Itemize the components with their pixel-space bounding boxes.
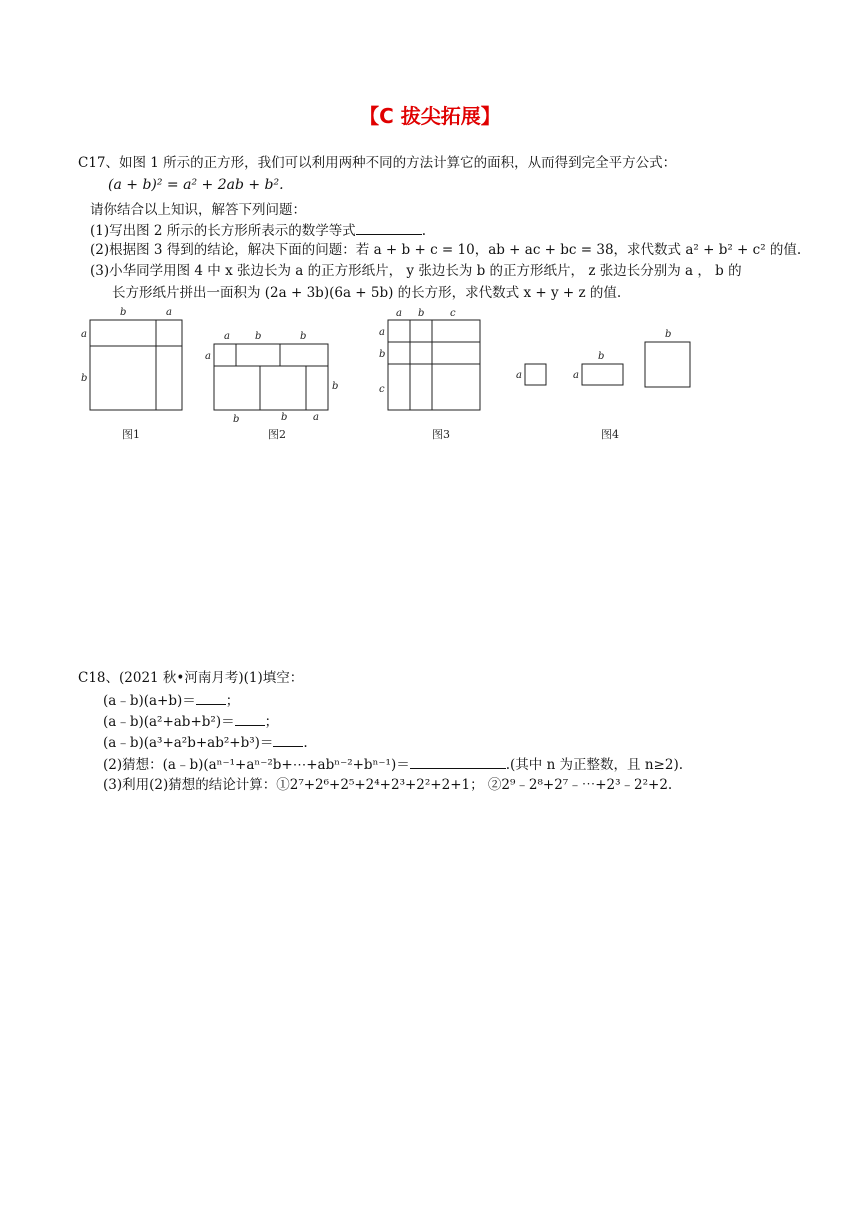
- answer-blank[interactable]: [273, 732, 303, 747]
- fig2-label-b-top2: b: [300, 331, 307, 342]
- fig1-square: [90, 320, 182, 410]
- c18-intro: C18、(2021 秋•河南月考)(1)填空：: [78, 670, 304, 686]
- c18-line1-text: (a﹣b)(a+b)＝: [103, 693, 196, 709]
- fig2-label-a-bottom: a: [313, 412, 319, 423]
- fig4-label-b-rect: b: [598, 351, 605, 362]
- answer-blank[interactable]: [356, 220, 422, 235]
- fig4-label-b-square: b: [665, 329, 672, 340]
- fig4-label-a-square: a: [516, 370, 522, 381]
- fig2-label-b-top1: b: [255, 331, 262, 342]
- fig1-label-a-left: a: [81, 329, 87, 340]
- answer-blank[interactable]: [410, 754, 506, 769]
- c18-line4-text: (2)猜想：(a﹣b)(aⁿ⁻¹+aⁿ⁻²b+⋯+abⁿ⁻²+bⁿ⁻¹)＝: [103, 757, 410, 773]
- c17-q2: (2)根据图 3 得到的结论，解决下面的问题：若 a + b + c = 10，ab + ac + bc = 38，求代数式 a² + b² + c² 的值.: [90, 242, 802, 258]
- fig3-label-c-left: c: [379, 384, 385, 395]
- answer-blank[interactable]: [196, 690, 226, 705]
- fig3-square: [388, 320, 480, 410]
- c18-line2-text: (a﹣b)(a²+ab+b²)＝: [103, 714, 235, 730]
- fig3-label-b-left: b: [379, 349, 386, 360]
- fig2-rectangle: [214, 344, 328, 410]
- section-title: 【C 拔尖拓展】: [359, 104, 501, 128]
- c17-q1-end: .: [421, 223, 427, 239]
- fig2-caption: 图2: [268, 428, 286, 441]
- c18-line1-end: ；: [225, 693, 240, 709]
- fig4-square-a: [525, 364, 546, 385]
- fig4-label-a-rect: a: [573, 370, 579, 381]
- fig3-label-a-left: a: [379, 327, 385, 338]
- c17-intro: C17、如图 1 所示的正方形，我们可以利用两种不同的方法计算它的面积，从而得到完全平方公式：: [78, 155, 677, 171]
- c18-line3-end: .: [303, 735, 308, 751]
- c18-line3: [103, 732, 308, 752]
- fig2-label-a-top: a: [224, 331, 230, 342]
- fig1-label-a-top: a: [166, 307, 172, 318]
- c18-line4-end: .(其中 n 为正整数，且 n≥2).: [505, 757, 683, 773]
- fig1-label-b-top: b: [120, 307, 127, 318]
- fig4-square-b: [645, 342, 690, 387]
- c17-q3-line1: (3)小华同学用图 4 中 x 张边长为 a 的正方形纸片， y 张边长为 b 的正方形纸片， z 张边长分别为 a ， b 的: [90, 263, 742, 279]
- fig1-label-b-left: b: [81, 373, 88, 384]
- c18-line1: [103, 690, 239, 710]
- c18-line2: [103, 711, 278, 731]
- c17-q1-text: (1)写出图 2 所示的长方形所表示的数学等式: [90, 223, 356, 239]
- fig3-label-a-top: a: [396, 308, 402, 319]
- fig4-caption: 图4: [601, 428, 619, 441]
- figures-diagram: [70, 300, 710, 450]
- answer-blank[interactable]: [235, 711, 265, 726]
- c17-formula: (a + b)² = a² + 2ab + b².: [108, 177, 284, 193]
- fig3-caption: 图3: [432, 428, 450, 441]
- c17-q3-line2: 长方形纸片拼出一面积为 (2a + 3b)(6a + 5b) 的长方形，求代数式 x + y + z 的值.: [112, 285, 622, 301]
- fig3-label-c-top: c: [450, 308, 456, 319]
- c17-prompt: 请你结合以上知识，解答下列问题：: [90, 202, 306, 218]
- fig2-label-b-bottom1: b: [233, 414, 240, 425]
- fig2-label-b-right: b: [332, 381, 339, 392]
- fig1-caption: 图1: [122, 428, 140, 441]
- fig2-label-a-left: a: [205, 351, 211, 362]
- c17-q1: [90, 220, 426, 240]
- c18-line2-end: ；: [264, 714, 279, 730]
- fig3-label-b-top: b: [418, 308, 425, 319]
- c18-line5: (3)利用(2)猜想的结论计算：①2⁷+2⁶+2⁵+2⁴+2³+2²+2+1； ②2⁹﹣2⁸+2⁷﹣⋯+2³﹣2²+2.: [103, 777, 673, 793]
- fig2-label-b-bottom2: b: [281, 412, 288, 423]
- c18-line3-text: (a﹣b)(a³+a²b+ab²+b³)＝: [103, 735, 274, 751]
- fig4-rectangle-ab: [582, 364, 623, 385]
- c18-line4: [103, 754, 683, 774]
